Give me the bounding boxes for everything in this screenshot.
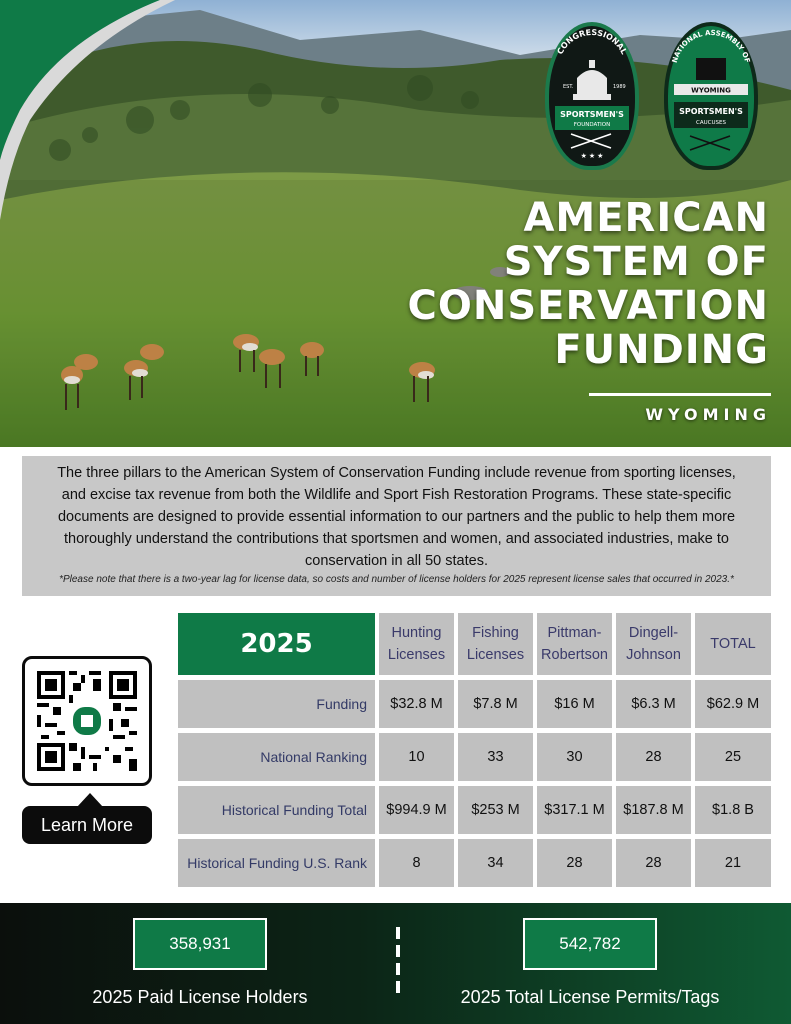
table-cell: $16 M (537, 680, 612, 728)
table-cell: $6.3 M (616, 680, 691, 728)
title-line-1: AMERICAN (523, 195, 769, 241)
logo-name: SPORTSMEN'S (560, 110, 624, 119)
column-header-dingell-johnson: Dingell-Johnson (616, 613, 691, 675)
svg-text:CONGRESSIONAL (555, 28, 628, 56)
logo-sub: CAUCUSES (696, 120, 726, 126)
row-label-funding: Funding (178, 680, 375, 728)
logo-year: 1989 (613, 84, 626, 90)
column-header-total: TOTAL (695, 613, 771, 675)
svg-text:★ ★ ★: ★ ★ ★ (580, 153, 604, 160)
paid-license-holders-label: 2025 Paid License Holders (92, 987, 308, 1007)
title-line-2: SYSTEM OF (503, 239, 769, 285)
intro-panel (22, 456, 771, 596)
national-assembly-sportsmens-caucuses-logo (664, 22, 758, 170)
table-cell: 33 (458, 733, 533, 781)
corner-swoosh (0, 0, 180, 240)
footer-divider (396, 927, 400, 997)
title-divider (589, 393, 771, 396)
column-header-fishing: Fishing Licenses (458, 613, 533, 675)
table-cell: 10 (379, 733, 454, 781)
total-permits-value: 542,782 (523, 918, 657, 970)
learn-more-pointer (77, 793, 103, 807)
table-cell: 8 (379, 839, 454, 887)
learn-more-button[interactable]: Learn More (22, 806, 152, 844)
table-cell: 30 (537, 733, 612, 781)
table-cell: 28 (537, 839, 612, 887)
table-cell: $187.8 M (616, 786, 691, 834)
state-name: WYOMING (645, 405, 771, 424)
row-label-historical-funding-total: Historical Funding Total (178, 786, 375, 834)
intro-text: The three pillars to the American System of Conservation Funding include revenue from sporting licenses, and excise tax revenue from both the Wildlife and Sport Fish Restoration Programs. These state-specific documents are designed to provide essential information to our partners and the public to help them more thoroughly understand the contributions that sportsmen and women, and associated industries, make to conservation in all 50 states. (57, 465, 736, 569)
logo-sub: FOUNDATION (573, 122, 611, 128)
logo-arc-text: CONGRESSIONAL (555, 27, 629, 56)
row-label-historical-funding-rank: Historical Funding U.S. Rank (178, 839, 375, 887)
column-header-pittman-robertson: Pittman-Robertson (537, 613, 612, 675)
table-cell: $253 M (458, 786, 533, 834)
title-line-4: FUNDING (554, 327, 769, 373)
paid-license-holders-value: 358,931 (133, 918, 267, 970)
table-cell: $32.8 M (379, 680, 454, 728)
total-permits-label: 2025 Total License Permits/Tags (460, 987, 720, 1007)
qr-code-icon (37, 671, 137, 771)
hero-banner (0, 0, 791, 447)
qr-code[interactable] (22, 656, 152, 786)
column-header-hunting: Hunting Licenses (379, 613, 454, 675)
table-cell: $7.8 M (458, 680, 533, 728)
table-cell: 28 (616, 733, 691, 781)
logo-name: SPORTSMEN'S (679, 107, 743, 116)
table-cell: 25 (695, 733, 771, 781)
table-cell: $62.9 M (695, 680, 771, 728)
congressional-sportsmens-foundation-logo (545, 22, 639, 170)
table-year-header: 2025 (178, 613, 375, 675)
logo-arc-text: NATIONAL ASSEMBLY OF (670, 28, 752, 64)
table-cell: 34 (458, 839, 533, 887)
row-label-national-ranking: National Ranking (178, 733, 375, 781)
table-cell: $317.1 M (537, 786, 612, 834)
logo-est: EST. (563, 84, 574, 90)
table-cell: 21 (695, 839, 771, 887)
table-cell: 28 (616, 839, 691, 887)
title-line-3: CONSERVATION (407, 283, 769, 329)
logo-state: WYOMING (691, 86, 731, 95)
table-cell: $994.9 M (379, 786, 454, 834)
license-lag-note: *Please note that there is a two-year lag for license data, so costs and number of license holders for 2025 represent license sales that occurred in 2023.* (59, 574, 734, 585)
table-cell: $1.8 B (695, 786, 771, 834)
page-title (407, 196, 769, 372)
